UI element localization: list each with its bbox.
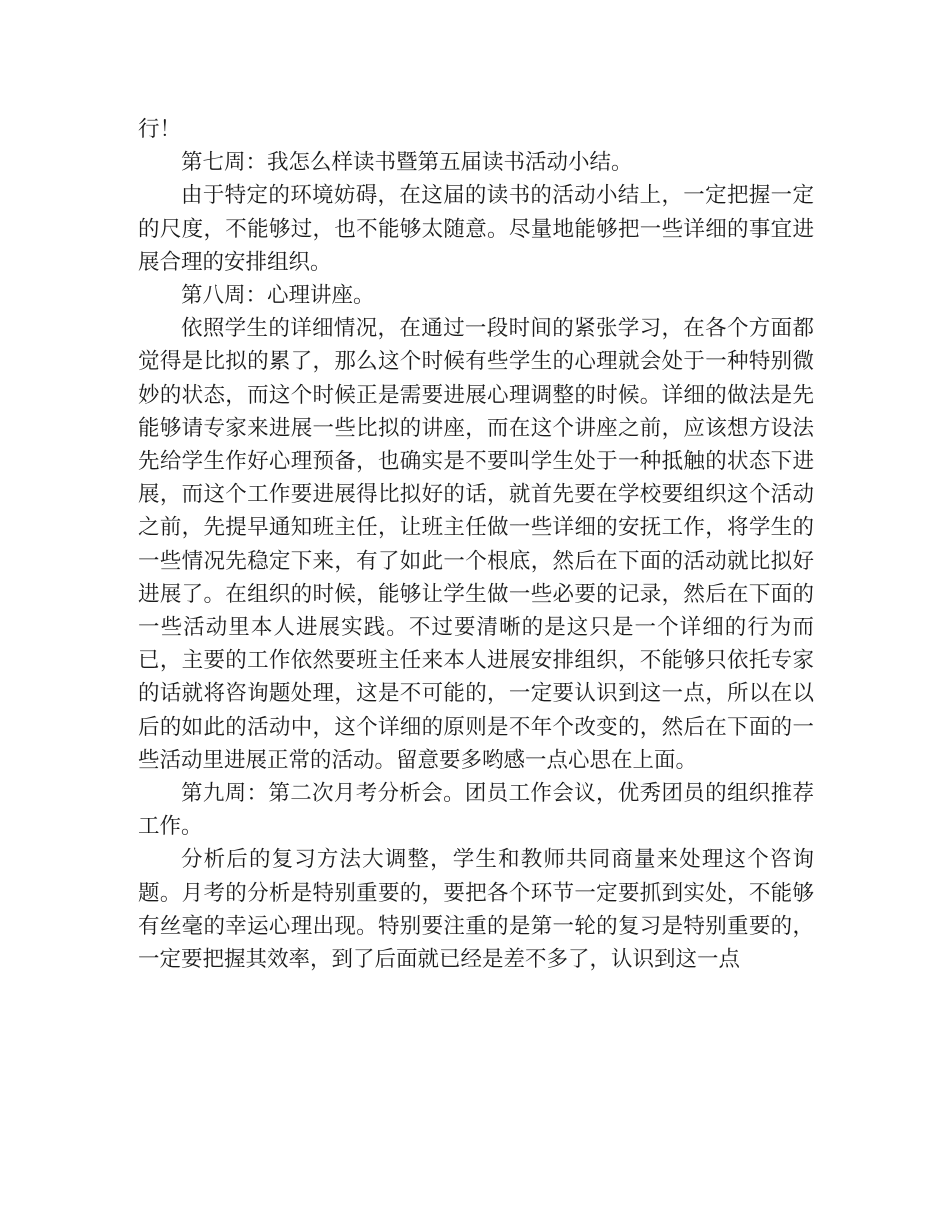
paragraph-week-seven: 由于特定的环境妨碍，在这届的读书的活动小结上，一定把握一定的尺度，不能够过，也不能够太随意。尽量地能够把一些详细的事宜进展合理的安排组织。 [138, 183, 814, 275]
heading-week-seven: 第七周：我怎么样读书暨第五届读书活动小结。 [181, 150, 633, 176]
paragraph-week-nine: 分析后的复习方法大调整，学生和教师共同商量来处理这个咨询题。月考的分析是特别重要的，要把各个环节一定要抓到实处，不能够有丝毫的幸运心理出现。特别要注重的是第一轮的复习是特别重要的，一定要把握其效率，到了后面就已经是差不多了，认识到这一点 [138, 847, 814, 973]
paragraph-week-eight: 依照学生的详细情况，在通过一段时间的紧张学习，在各个方面都觉得是比拟的累了，那么这个时候有些学生的心理就会处于一种特别微妙的状态，而这个时候正是需要进展心理调整的时候。详细的做法是先能够请专家来进展一些比拟的讲座，而在这个讲座之前，应该想方设法先给学生作好心理预备，也确实是不要叫学生处于一种抵触的状态下进展，而这个工作要进展得比拟好的话，就首先要在学校要组织这个活动之前，先提早通知班主任，让班主任做一些详细的安抚工作，将学生的一些情况先稳定下来，有了如此一个根底，然后在下面的活动就比拟好进展了。在组织的时候，能够让学生做一些必要的记录，然后在下面的一些活动里本人进展实践。不过要清晰的是这只是一个详细的行为而已，主要的工作依然要班主任来本人进展安排组织，不能够只依托专家的话就将咨询题处理，这是不可能的，一定要认识到这一点，所以在以后的如此的活动中，这个详细的原则是不年个改变的，然后在下面的一些活动里进展正常的活动。留意要多哟感一点心思在上面。 [138, 316, 814, 773]
heading-week-nine: 第九周：第二次月考分析会。团员工作会议，优秀团员的组织推荐工作。 [138, 781, 814, 840]
document-body [138, 113, 814, 976]
paragraph-continuation: 行！ [138, 117, 182, 142]
heading-week-eight: 第八周：心理讲座。 [181, 283, 375, 309]
